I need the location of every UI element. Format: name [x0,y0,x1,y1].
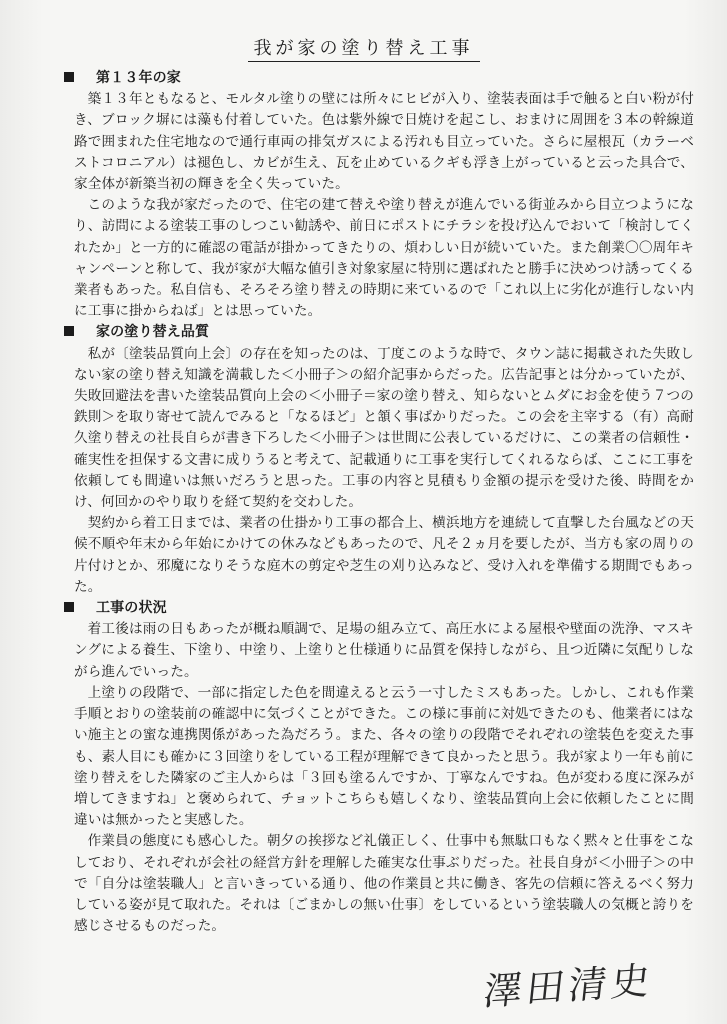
section-heading-text: 家の塗り替え品質 [96,324,210,341]
paragraph: 作業員の態度にも感心した。朝夕の挨拶など礼儀正しく、仕事中も無駄口もなく黙々と仕事をこなしており、それぞれが会社の経営方針を理解した確実な仕事ぶりだった。社長自身が＜小冊子＞の中で「自分は塗装職人」と言いきっている通り、他の作業員と共に働き、客先の信頼に答えるべく努力している姿が見て取れた。それは〔ごまかしの無い仕事〕をしているという塗装職人の気概と誇りを感じさせるものだった。 [74,833,694,935]
square-bullet-icon [64,602,74,612]
section-heading-text: 第１３年の家 [96,70,181,86]
square-bullet-icon [64,72,74,82]
section-heading [64,322,684,343]
paragraph: このような我が家だったので、住宅の建て替えや塗り替えが進んでいる街並みから目立つようになり、訪問による塗装工事のしつこい勧誘や、前日にポストにチラシを投げ込んでおいて「検討してくれたか」と一方的に確認の電話が掛かってきたりの、煩わしい日が続いていた。また創業〇〇周年キャンペーンと称して、我が家が大幅な値引き対象家屋に特別に選ばれたと勝手に決めつけ誘ってくる業者もあった。私自信も、そろそろ塗り替えの時期に来ているので「これ以上に劣化が進行しない内に工事に掛からねば」とは思っていた。 [74,197,694,320]
handwritten-signature: 澤田清史 [481,958,656,1014]
paragraph: 着工後は雨の日もあったが概ね順調で、足場の組み立て、高圧水による屋根や壁面の洗浄、マスキングによる養生、下塗り、中塗り、上塗りと仕様通りに品質を保持しながら、且つ近隣に気配りしながら進んでいった。 [74,621,694,680]
section-heading [64,68,684,89]
section-heading [64,598,684,619]
section-heading-text: 工事の状況 [96,600,167,617]
square-bullet-icon [64,326,74,336]
paragraph: 私が〔塗装品質向上会〕の存在を知ったのは、丁度このような時で、タウン誌に掲載された失敗しない家の塗り替え知識を満載した＜小冊子＞の紹介記事からだった。広告記事とは分かっていたが、失敗回避法を書いた塗装品質向上会の＜小冊子＝家の塗り替え、知らないとムダにお金を使う７つの鉄則＞を取り寄せて読んでみると「なるほど」と頷く事ばかりだった。この会を主宰する（有）高耐久塗り替えの社長自らが書き下ろした＜小冊子＞は世間に公表しているだけに、この業者の信頼性・確実性を担保する文書に成りうると考えて、記載通りに工事を実行してくれるならば、ここに工事を依頼しても間違いは無いだろうと思った。工事の内容と見積もり金額の提示を受けた後、時間をかけ、何回かのやり取りを経て契約を交わした。 [74,345,694,511]
document-title [0,34,727,60]
document-title-text: 我が家の塗り替え工事 [248,38,480,62]
paragraph: 契約から着工日までは、業者の仕掛かり工事の都合上、横浜地方を連続して直撃した台風などの天候不順や年末から年始にかけての休みなどもあったので、凡そ２ヵ月を要したが、当方も家の周りの片付けとか、邪魔になりそうな庭木の剪定や芝生の刈り込みなど、受け入れを準備する期間でもあった。 [74,515,694,595]
paragraph: 築１３年ともなると、モルタル塗りの壁には所々にヒビが入り、塗装表面は手で触ると白い粉が付き、ブロック塀には藻も付着していた。色は紫外線で日焼けを起こし、おまけに周囲を３本の幹線道路で囲まれた住宅地なので通行車両の排気ガスによる汚れも目立っていた。さらに屋根瓦（カラーベストコロニアル）は褪色し、カビが生え、瓦を止めているクギも浮き上がっていると云った具合で、家全体が新築当初の輝きを全く失っていた。 [74,91,694,193]
paragraph: 上塗りの段階で、一部に指定した色を間違えると云う一寸したミスもあった。しかし、これも作業手順とおりの塗装前の確認中に気づくことができた。この様に事前に対処できたのも、他業者にはない施主との蜜な連携関係があった為だろう。また、各々の塗りの段階でそれぞれの塗装色を変えた事も、素人目にも確かに３回塗りをしている工程が理解できて良かったと思う。我が家より一年も前に塗り替えをした隣家のご主人からは「３回も塗るんですか、丁寧なんですね。色が変わる度に深みが増してきますね」と褒められて、チョットこちらも嬉しくなり、塗装品質向上会に依頼したことに間違いは無かったと実感した。 [74,684,694,829]
document-body [74,68,694,937]
